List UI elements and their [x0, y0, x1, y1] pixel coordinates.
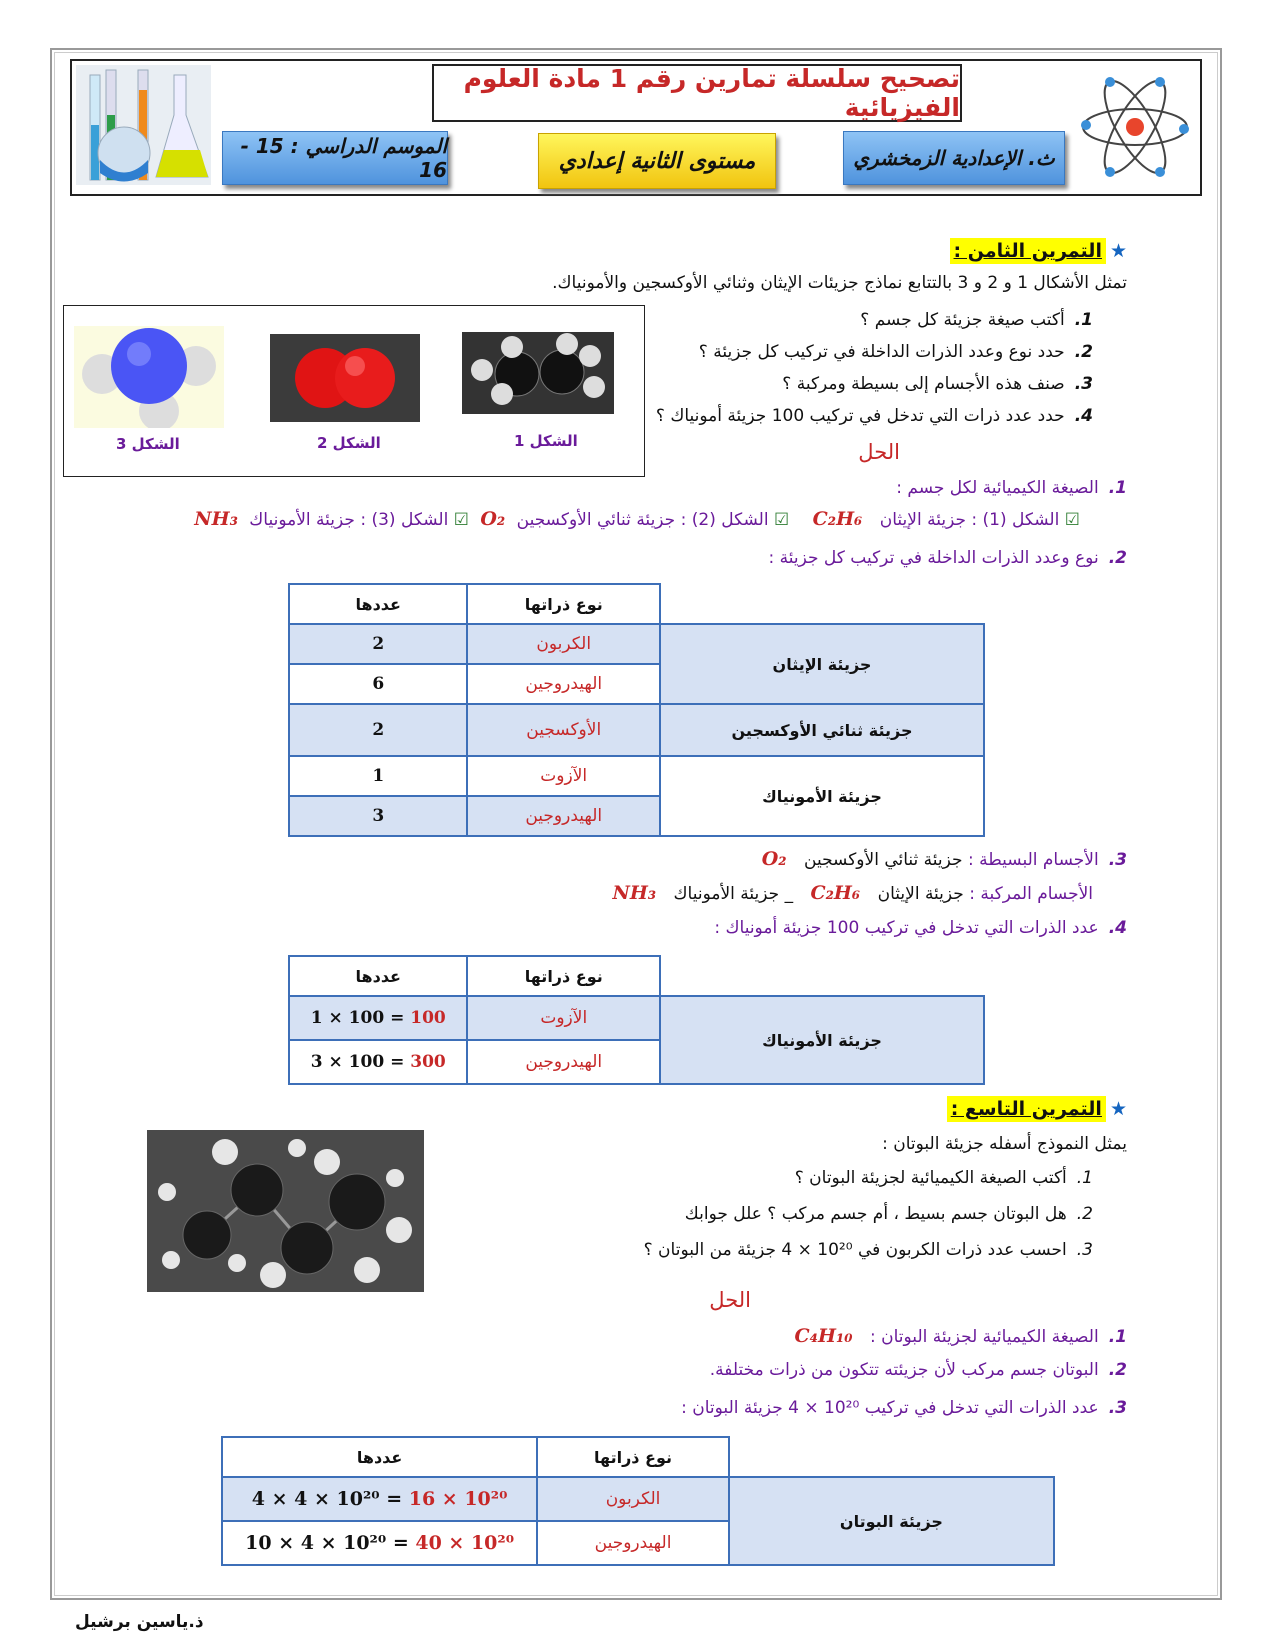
answer-4-label: 4.عدد الذرات التي تدخل في تركيب 100 جزيئة أمونياك : [714, 918, 1127, 938]
atoms-table-2 [288, 955, 985, 1085]
atom-type-cell: الهيدروجين [537, 1521, 729, 1565]
atom-type-cell: الهيدروجين [467, 1040, 660, 1084]
star-icon: ★ [1109, 240, 1127, 262]
atom-type-cell: الأوكسجين [467, 704, 660, 756]
atom-count-cell: 1 × 100 = 100 [289, 996, 467, 1040]
question-item: 3.صنف هذه الأجسام إلى بسيطة ومركبة ؟ [782, 374, 1093, 394]
atom-count-cell: 1 [289, 756, 467, 796]
page-title: تصحيح سلسلة تمارين رقم 1 مادة العلوم الفيزيائية [432, 64, 962, 122]
answer-3-label: 3.عدد الذرات التي تدخل في تركيب 10²⁰ × 4 جزيئة البوتان : [681, 1398, 1127, 1418]
checkbox-icon: ☑ [773, 510, 790, 530]
column-header: عددها [289, 956, 467, 996]
answer-1-label: 1.الصيغة الكيميائية لجزيئة البوتان : C₄H₁₀ [794, 1325, 1127, 1347]
atom-type-cell: الكربون [467, 624, 660, 664]
butane-model-image [147, 1130, 424, 1292]
checkbox-icon: ☑ [1064, 510, 1080, 530]
atom-type-cell: الكربون [537, 1477, 729, 1521]
ethane-model-image [462, 332, 614, 414]
answer-1-formulas: ☑ الشكل (1) : جزيئة الإيثان C₂H₆ ☑ الشكل (2) : جزيئة ثنائي الأوكسجين O₂ ☑ الشكل (3) : جزيئة الأمونياك NH₃ [194, 508, 1080, 530]
column-header: نوع ذراتها [467, 956, 660, 996]
figure-2-caption: الشكل 2 [317, 434, 381, 452]
oxygen-model-image [270, 334, 420, 422]
molecule-cell: جزيئة الأمونياك [660, 996, 984, 1084]
atom-count-cell: 3 [289, 796, 467, 836]
atom-count-cell: 2 [289, 704, 467, 756]
atom-icon [1076, 65, 1194, 189]
answer-3-compound: الأجسام المركبة : جزيئة الإيثان C₂H₆ _ جزيئة الأمونياك NH₃ [612, 882, 1093, 904]
level-badge: مستوى الثانية إعدادي [538, 133, 776, 189]
ammonia-model-image [74, 326, 224, 428]
column-header: نوع ذراتها [467, 584, 660, 624]
figure-3-caption: الشكل 3 [116, 435, 180, 453]
exercise-9-title: ★التمرين التاسع : [947, 1098, 1127, 1120]
atom-count-cell: 6 [289, 664, 467, 704]
molecule-figures [63, 305, 645, 477]
atom-count-cell: 4 × 4 × 10²⁰ = 16 × 10²⁰ [222, 1477, 537, 1521]
question-item: 3.احسب عدد ذرات الكربون في 10²⁰ × 4 جزيئة من البوتان ؟ [643, 1240, 1093, 1260]
atom-count-cell: 3 × 100 = 300 [289, 1040, 467, 1084]
figure-1-caption: الشكل 1 [514, 432, 578, 450]
atoms-table-3 [221, 1436, 1055, 1566]
atom-type-cell: الهيدروجين [467, 664, 660, 704]
question-item: 4.حدد عدد ذرات التي تدخل في تركيب 100 جزيئة أمونياك ؟ [655, 406, 1093, 426]
question-item: 2.هل البوتان جسم بسيط ، أم جسم مركب ؟ علل جوابك [684, 1204, 1093, 1224]
answer-3-simple: 3.الأجسام البسيطة : جزيئة ثنائي الأوكسجين O₂ [761, 848, 1127, 870]
question-item: 2.حدد نوع وعدد الذرات الداخلة في تركيب كل جزيئة ؟ [698, 342, 1093, 362]
lab-glassware-image [76, 65, 211, 185]
question-item: 1.أكتب صيغة جزيئة كل جسم ؟ [860, 310, 1093, 330]
molecule-cell: جزيئة ثنائي الأوكسجين [660, 704, 984, 756]
atom-type-cell: الآزوت [467, 756, 660, 796]
atoms-table-1 [288, 583, 985, 837]
star-icon: ★ [1109, 1098, 1127, 1120]
atom-count-cell: 2 [289, 624, 467, 664]
answer-2-label: 2.نوع وعدد الذرات الداخلة في تركيب كل جزيئة : [768, 548, 1127, 568]
school-year-badge: الموسم الدراسي : 15 - 16 [222, 131, 448, 185]
molecule-cell: جزيئة البوتان [729, 1477, 1054, 1565]
checkbox-icon: ☑ [453, 510, 469, 530]
column-header: عددها [289, 584, 467, 624]
answer-2-text: 2.البوتان جسم مركب لأن جزيئته تتكون من ذرات مختلفة. [709, 1360, 1127, 1380]
solution-label: الحل [858, 440, 900, 464]
solution-label: الحل [709, 1288, 751, 1312]
question-item: 1.أكتب الصيغة الكيميائية لجزيئة البوتان ؟ [794, 1168, 1093, 1188]
author-name: ذ.ياسين برشيل [75, 1612, 204, 1632]
exercise-9-intro: يمثل النموذج أسفله جزيئة البوتان : [882, 1134, 1127, 1154]
column-header: نوع ذراتها [537, 1437, 729, 1477]
column-header: عددها [222, 1437, 537, 1477]
answer-1-label: 1.الصيغة الكيميائية لكل جسم : [896, 478, 1127, 498]
exercise-8-intro: تمثل الأشكال 1 و 2 و 3 بالتتابع نماذج جزيئات الإيثان وثنائي الأوكسجين والأمونياك. [552, 273, 1127, 293]
atom-type-cell: الآزوت [467, 996, 660, 1040]
atom-type-cell: الهيدروجين [467, 796, 660, 836]
molecule-cell: جزيئة الإيثان [660, 624, 984, 704]
atom-count-cell: 10 × 4 × 10²⁰ = 40 × 10²⁰ [222, 1521, 537, 1565]
school-name-badge: ث. الإعدادية الزمخشري [843, 131, 1065, 185]
molecule-cell: جزيئة الأمونياك [660, 756, 984, 836]
exercise-8-title: ★التمرين الثامن : [950, 240, 1127, 262]
